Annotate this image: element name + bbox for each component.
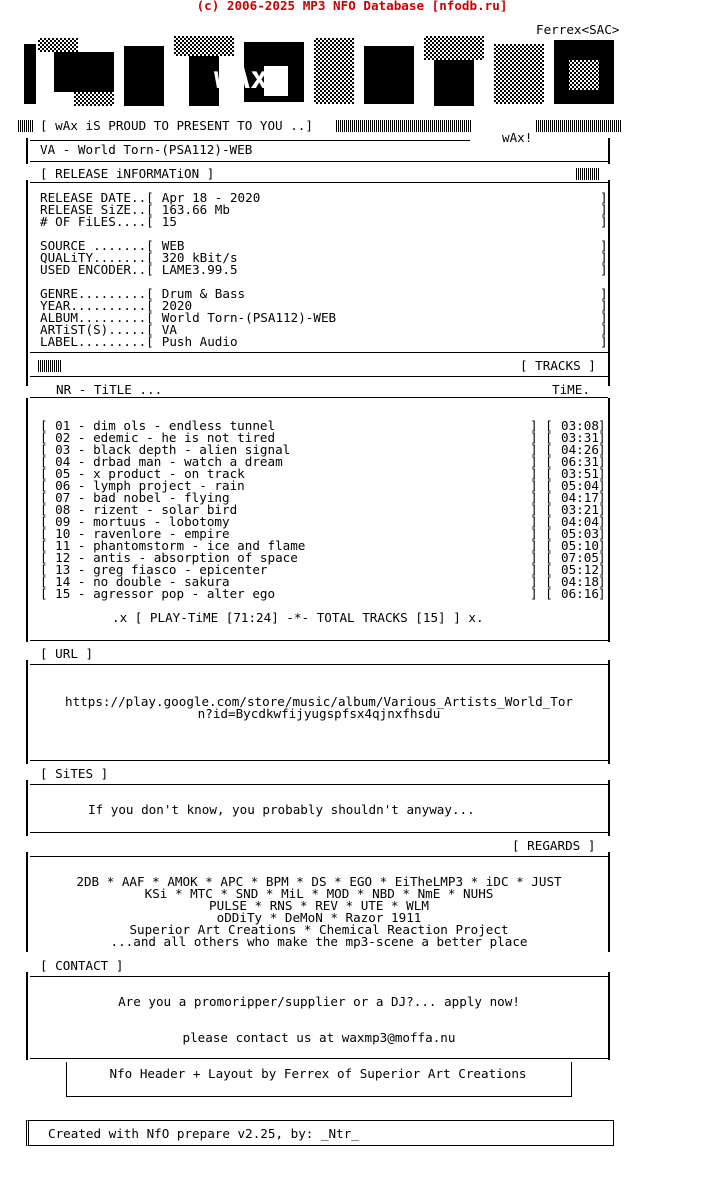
track-row: [ 07 - bad nobel - flying ] [ 04:17 ] [40, 490, 606, 505]
sites-header: [ SiTES ] [40, 766, 109, 781]
track-title: agressor pop - alter ego [93, 586, 276, 601]
release-info-list [40, 192, 610, 348]
track-time: 04:17 [561, 490, 599, 505]
track-list [40, 420, 606, 600]
release-info-row [40, 264, 610, 276]
release-info-key: YEAR..........[ [40, 298, 154, 313]
track-row: [ 14 - no double - sakura ] [ 04:18 ] [40, 574, 606, 589]
release-info-key: QUALiTY.......[ [40, 250, 154, 265]
track-number: 12 [55, 550, 71, 565]
release-info-value: Apr 18 - 2020 [161, 190, 261, 205]
release-info-value: VA [161, 322, 177, 337]
ascii-credit: Ferrex<SAC> [536, 22, 620, 37]
track-number: 03 [55, 442, 71, 457]
track-row: [ 03 - black depth - alien signal ] [ 04:26 ] [40, 442, 606, 457]
contact-header: [ CONTACT ] [40, 958, 124, 973]
track-time: 03:31 [561, 430, 599, 445]
bracket: ] [600, 286, 608, 301]
bracket: ] [600, 250, 608, 265]
release-info-value: 320 kBit/s [161, 250, 238, 265]
track-title: edemic - he is not tired [93, 430, 276, 445]
track-row: [ 08 - rizent - solar bird ] [ 03:21 ] [40, 502, 606, 517]
track-row: [ 09 - mortuus - lobotomy ] [ 04:04 ] [40, 514, 606, 529]
regards-line: Superior Art Creations * Chemical Reaction Project [129, 922, 509, 937]
regards-line: oDDiTy * DeMoN * Razor 1911 [216, 910, 422, 925]
bracket: ] [600, 202, 608, 217]
track-number: 04 [55, 454, 71, 469]
track-number: 15 [55, 586, 71, 601]
track-title: greg fiasco - epicenter [93, 562, 268, 577]
release-info-value: LAME3.99.5 [161, 262, 238, 277]
track-number: 05 [55, 466, 71, 481]
track-title: phantomstorm - ice and flame [93, 538, 306, 553]
track-time: 03:21 [561, 502, 599, 517]
track-number: 13 [55, 562, 71, 577]
track-number: 14 [55, 574, 71, 589]
track-title: drbad man - watch a dream [93, 454, 283, 469]
bracket: ] [600, 298, 608, 313]
sites-text: If you don't know, you probably shouldn't anyway... [88, 802, 475, 817]
site-header: (c) 2006-2025 MP3 NFO Database [nfodb.ru] [196, 0, 508, 13]
track-time: 04:04 [561, 514, 599, 529]
track-time: 03:51 [561, 466, 599, 481]
track-number: 02 [55, 430, 71, 445]
regards-list [30, 876, 608, 948]
track-title: mortuus - lobotomy [93, 514, 230, 529]
intro-line: [ wAx iS PROUD TO PRESENT TO YOU ..] [40, 118, 313, 133]
release-info-value: World Torn-(PSA112)-WEB [161, 310, 337, 325]
bracket: ] [600, 190, 608, 205]
footer-credit: Created with NfO prepare v2.25, by: _Ntr_ [48, 1126, 359, 1141]
layout-credit: Nfo Header + Layout by Ferrex of Superior Art Creations [109, 1066, 527, 1081]
regards-line: KSi * MTC * SND * MiL * MOD * NBD * NmE * NUHS [144, 886, 494, 901]
release-info-key: GENRE.........[ [40, 286, 154, 301]
track-time: 04:18 [561, 574, 599, 589]
playtime-line: .x [ PLAY-TiME [71:24] -*- TOTAL TRACKS [15] ] x. [112, 610, 484, 625]
contact-line-1: Are you a promoripper/supplier or a DJ?... apply now! [118, 994, 520, 1009]
ascii-logo [14, 36, 624, 116]
track-number: 11 [55, 538, 71, 553]
track-number: 01 [55, 418, 71, 433]
url-header: [ URL ] [40, 646, 94, 661]
release-info-key: ALBUM.........[ [40, 310, 154, 325]
release-info-value: 2020 [161, 298, 193, 313]
track-row: [ 02 - edemic - he is not tired ] [ 03:31 ] [40, 430, 606, 445]
release-info-value: WEB [161, 238, 185, 253]
bracket: ] [600, 322, 608, 337]
release-info-value: 163.66 Mb [161, 202, 230, 217]
release-info-value: Push Audio [161, 334, 238, 349]
release-info-value: Drum & Bass [161, 286, 246, 301]
url-line-2[interactable]: n?id=Bycdkwfijyugspfsx4qjnxfhsdu [197, 706, 441, 721]
track-row: [ 15 - agressor pop - alter ego ] [ 06:16 ] [40, 586, 606, 601]
release-info-row [40, 336, 610, 348]
logo-text: wAx [214, 61, 269, 96]
release-info-key: # OF FiLES....[ [40, 214, 154, 229]
track-number: 08 [55, 502, 71, 517]
track-time: 05:10 [561, 538, 599, 553]
track-number: 07 [55, 490, 71, 505]
track-time: 03:08 [561, 418, 599, 433]
bracket: ] [600, 214, 608, 229]
release-info-header: [ RELEASE iNFORMATiON ] [40, 166, 215, 181]
track-number: 06 [55, 478, 71, 493]
bracket: ] [600, 262, 608, 277]
bracket: ] [600, 334, 608, 349]
track-number: 10 [55, 526, 71, 541]
contact-line-2[interactable]: please contact us at waxmp3@moffa.nu [182, 1030, 456, 1045]
release-info-key: ARTiST(S).....[ [40, 322, 154, 337]
bracket: ] [600, 310, 608, 325]
track-row: [ 13 - greg fiasco - epicenter ] [ 05:12 ] [40, 562, 606, 577]
track-time: 06:16 [561, 586, 599, 601]
track-time: 05:04 [561, 478, 599, 493]
release-info-key: RELEASE SiZE..[ [40, 202, 154, 217]
release-info-key: SOURCE .......[ [40, 238, 154, 253]
track-title: bad nobel - flying [93, 490, 230, 505]
track-row: [ 10 - ravenlore - empire ] [ 05:03 ] [40, 526, 606, 541]
track-title: no double - sakura [93, 574, 230, 589]
tracks-header: [ TRACKS ] [520, 358, 596, 373]
release-info-key: LABEL.........[ [40, 334, 154, 349]
track-title: rizent - solar bird [93, 502, 238, 517]
track-title: lymph project - rain [93, 478, 245, 493]
track-time: 04:26 [561, 442, 599, 457]
group-tag: wAx! [502, 130, 533, 145]
track-row: [ 04 - drbad man - watch a dream ] [ 06:31 ] [40, 454, 606, 469]
release-info-value: 15 [161, 214, 177, 229]
release-info-key: RELEASE DATE..[ [40, 190, 154, 205]
track-row: [ 01 - dim ols - endless tunnel ] [ 03:08 ] [40, 418, 606, 433]
track-time: 05:12 [561, 562, 599, 577]
release-info-row [40, 216, 610, 228]
track-row: [ 11 - phantomstorm - ice and flame ] [ 05:10 ] [40, 538, 606, 553]
track-row: [ 06 - lymph project - rain ] [ 05:04 ] [40, 478, 606, 493]
bracket: ] [600, 238, 608, 253]
url-line-1[interactable]: https://play.google.com/store/music/album/Various_Artists_World_Tor [65, 694, 573, 709]
regards-line: ...and all others who make the mp3-scene a better place [110, 934, 528, 949]
track-title: x product - on track [93, 466, 245, 481]
track-number: 09 [55, 514, 71, 529]
release-title: VA - World Torn-(PSA112)-WEB [40, 142, 253, 157]
regards-line: 2DB * AAF * AMOK * APC * BPM * DS * EGO * EiTheLMP3 * iDC * JUST [76, 874, 562, 889]
track-row: [ 12 - antis - absorption of space ] [ 07:05 ] [40, 550, 606, 565]
track-time: 05:03 [561, 526, 599, 541]
tracks-col-time: TiME. [552, 382, 590, 397]
track-time: 06:31 [561, 454, 599, 469]
track-row: [ 05 - x product - on track ] [ 03:51 ] [40, 466, 606, 481]
track-title: ravenlore - empire [93, 526, 230, 541]
regards-line: PULSE * RNS * REV * UTE * WLM [209, 898, 429, 913]
regards-header: [ REGARDS ] [512, 838, 596, 853]
track-title: dim ols - endless tunnel [93, 418, 276, 433]
track-title: black depth - alien signal [93, 442, 291, 457]
release-info-key: USED ENCODER..[ [40, 262, 154, 277]
tracks-col-title: NR - TiTLE ... [56, 382, 163, 397]
track-title: antis - absorption of space [93, 550, 298, 565]
track-time: 07:05 [561, 550, 599, 565]
